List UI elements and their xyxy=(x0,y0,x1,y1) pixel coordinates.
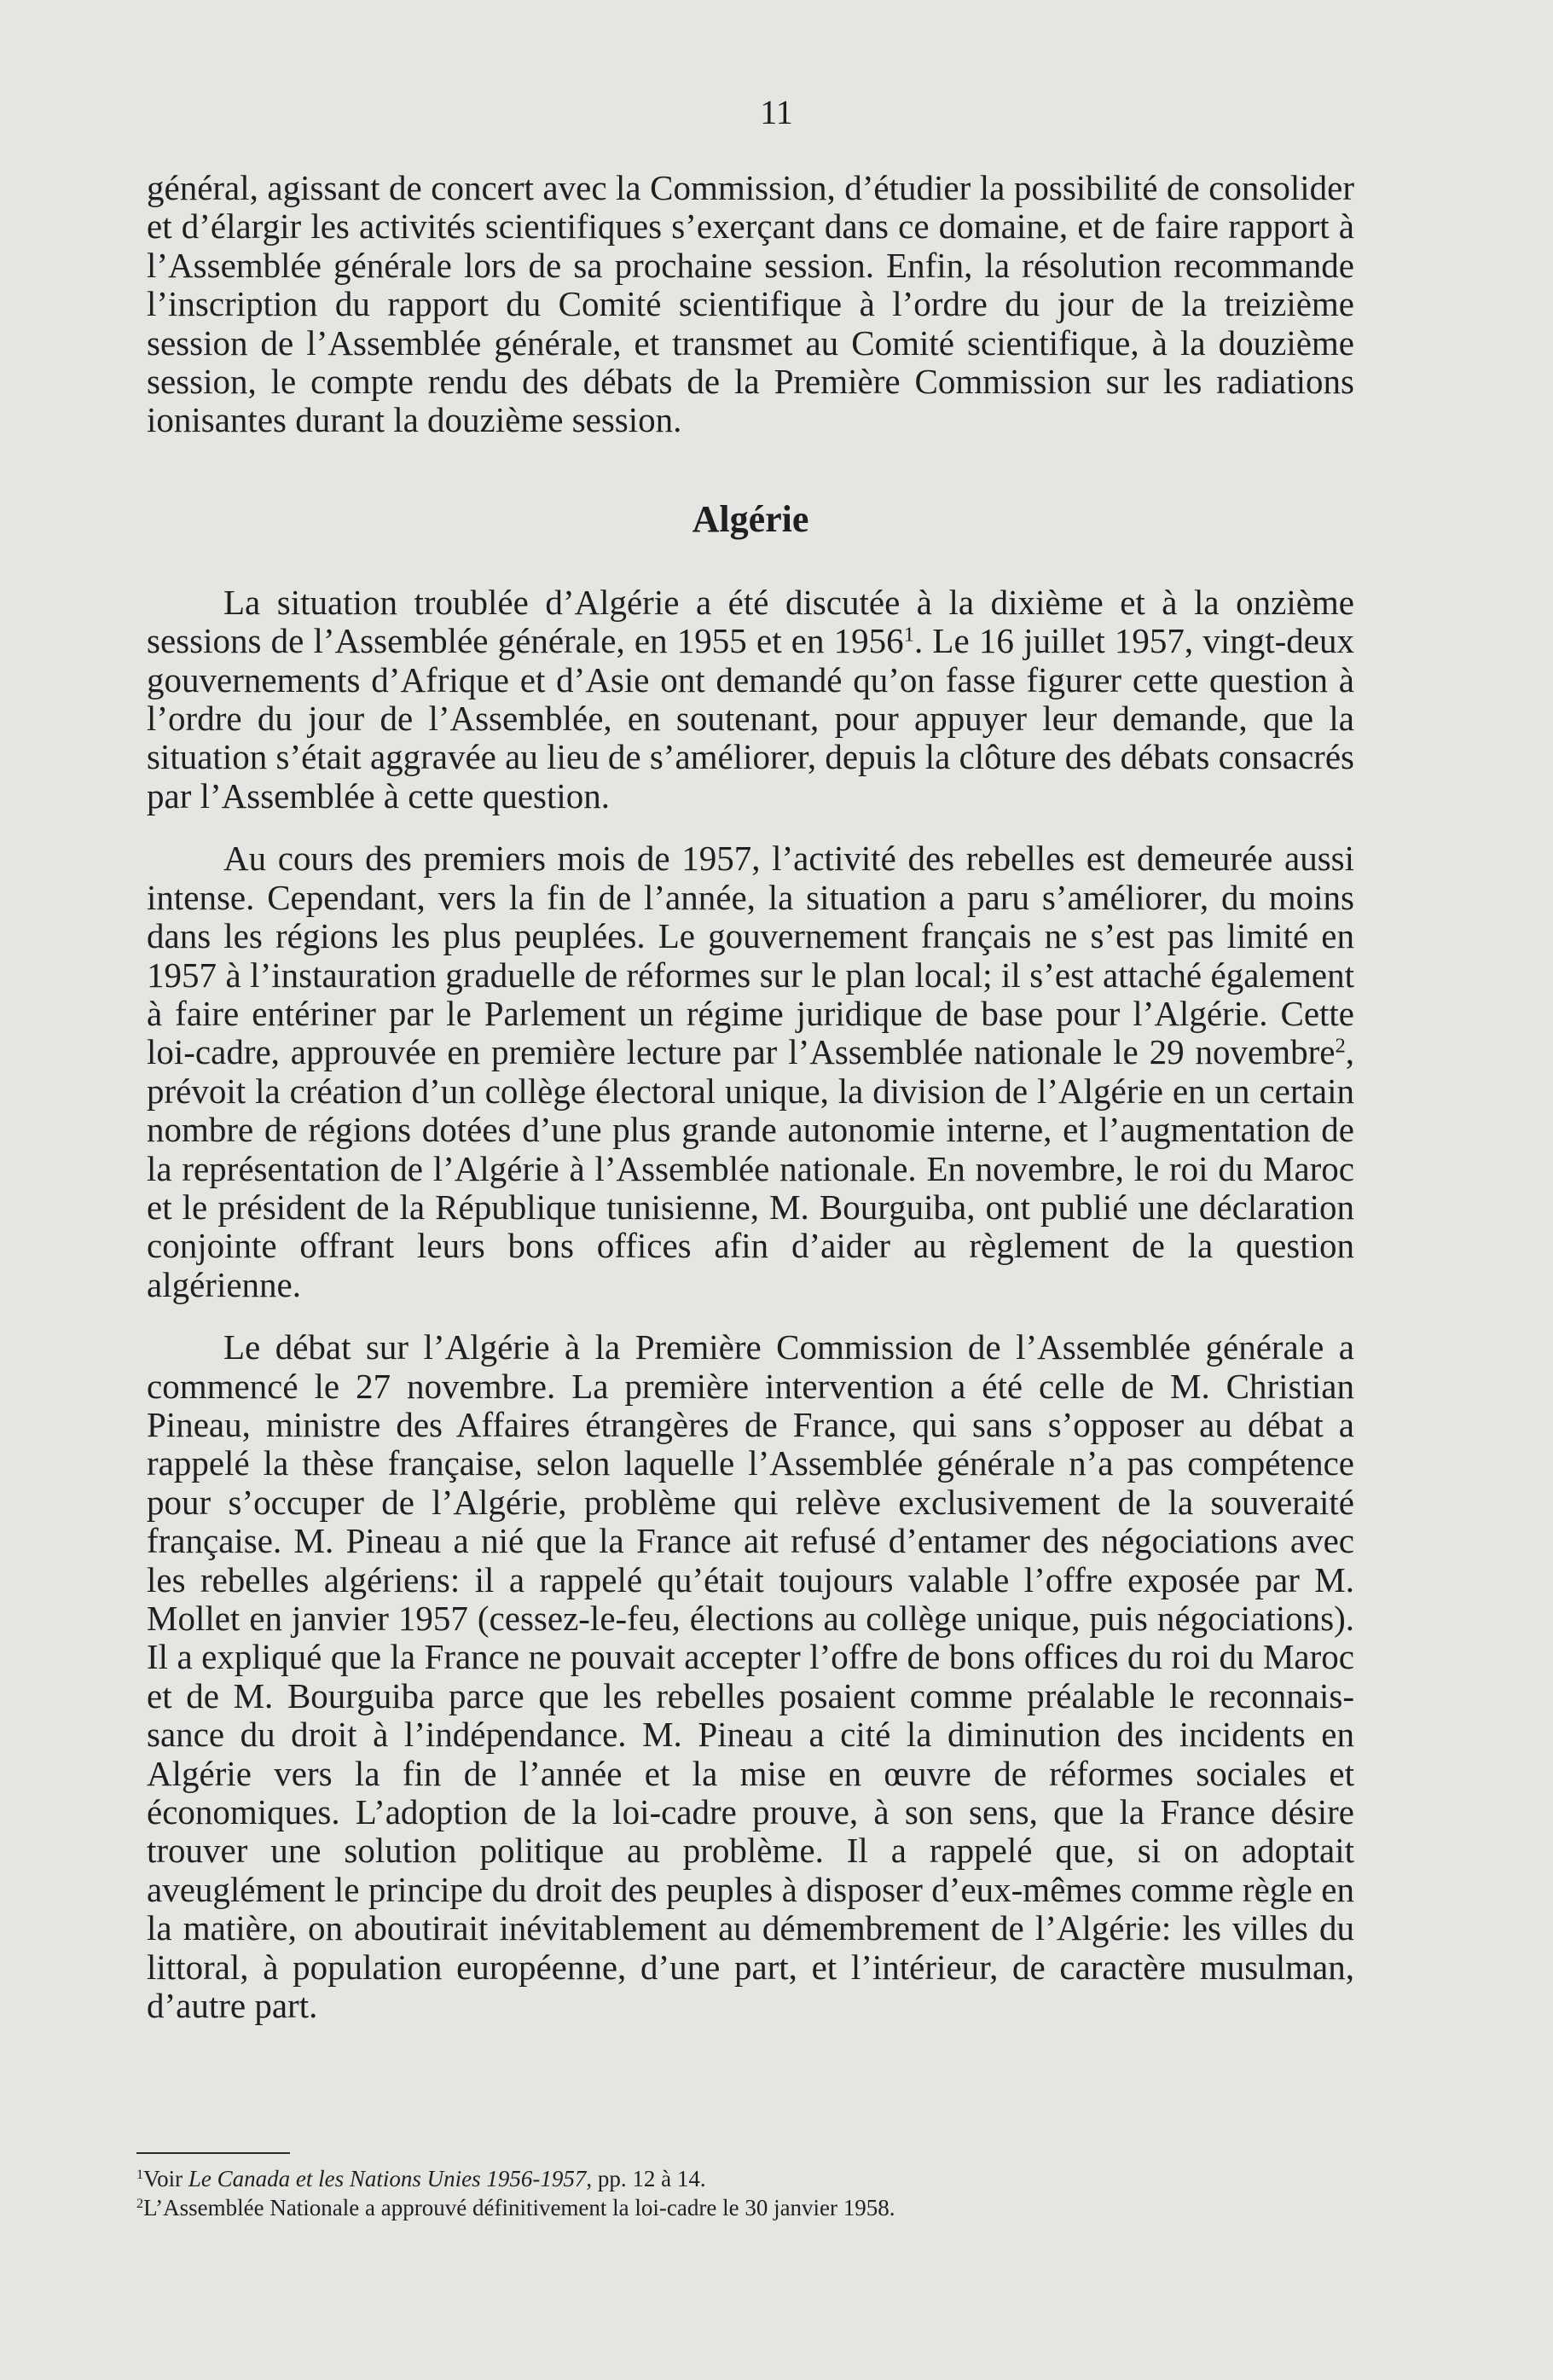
section-heading: Algérie xyxy=(692,497,809,540)
paragraph-1-text-a: La situation troublée d’Algérie a été discutée à la dixième et à la onzième sessions de l’Assemblée générale, en 1955 et en 1956 xyxy=(147,582,1354,661)
footnote-1-title: Le Canada et les Nations Unies 1956-1957 xyxy=(188,2166,587,2191)
paragraph-1 xyxy=(147,583,1354,816)
footnote-2 xyxy=(136,2193,1245,2222)
page-number: 11 xyxy=(760,93,793,131)
footnote-1-prefix: Voir xyxy=(143,2166,188,2191)
paragraph-2 xyxy=(147,839,1354,1304)
continued-paragraph: général, agissant de concert avec la Commission, d’étudier la possibilité de consolider et d’élargir les activités scientifiques s’exerçant dans ce domaine, et de faire rapport à l’Assemblée générale lors de sa prochaine session. Enfin, la résolution recommande l’inscription du rapport du Comité scientifique à l’ordre du jour de la treizième session de l’Assemblée générale, et transmet au Comité scientifique, à la douzième session, le compte rendu des débats de la Première Commission sur les radiations ionisantes durant la douzième session. xyxy=(147,168,1354,440)
footnote-divider xyxy=(136,2152,290,2154)
footnotes xyxy=(136,2164,1245,2222)
footnote-1 xyxy=(136,2164,1245,2193)
footnote-1-suffix: , pp. 12 à 14. xyxy=(586,2166,706,2191)
paragraph-2-text-a: Au cours des premiers mois de 1957, l’activité des rebelles est demeurée aussi intense. Cependant, vers la fin de l’année, la situation a paru s’améliorer, du moins dans les régions les plus peuplées. Le gouvernement français ne s’est pas limité en 1957 à l’instauration graduelle de réformes sur le plan local; il s’est attaché également à faire entériner par le Parlement un régime juridique de base pour l’Algérie. Cette loi-cadre, approuvée en première lecture par l’Assemblée nationale le 29 novembre xyxy=(147,839,1354,1072)
footnote-1-marker: 1 xyxy=(136,2167,144,2183)
paragraph-2-text-b: , prévoit la création d’un collège électoral unique, la division de l’Algérie en un certain nombre de régions dotées d’une plus grande autonomie interne, et l’augmentation de la représentation de l’Algérie à l’Assemblée nationale. En novembre, le roi du Maroc et le président de la République tunisienne, M. Bourguiba, ont publié une déclaration conjointe offrant leurs bons offices afin d’aider au règlement de la question algérienne. xyxy=(147,1032,1354,1304)
paragraph-3: Le débat sur l’Algérie à la Première Commission de l’Assemblée générale a commencé le 27 novembre. La première intervention a été celle de M. Christian Pineau, ministre des Affaires étrangères de France, qui sans s’opposer au débat a rappelé la thèse française, selon laquelle l’Assemblée générale n’a pas compétence pour s’occuper de l’Algérie, problème qui relève exclusivement de la souveraité française. M. Pineau a nié que la France ait refusé d’entamer des négociations avec les rebelles algériens: il a rappelé qu’était toujours valable l’offre exposée par M. Mollet en janvier 1957 (cessez-le-feu, élections au collège unique, puis négociations). Il a expliqué que la France ne pouvait accepter l’offre de bons offices du roi du Maroc et de M. Bourguiba parce que les rebelles posaient comme préalable le reconnaissance du droit à l’indépendance. M. Pineau a cité la diminution des incidents en Algérie vers la fin de l’année et la mise en œuvre de réformes sociales et économiques. L’adoption de la loi-cadre prouve, à son sens, que la France désire trouver une solution politique au problème. Il a rappelé que, si on adoptait aveuglément le principe du droit des peuples à disposer d’eux-mêmes comme règle en la matière, on aboutirait inévitablement au démembrement de l’Algérie: les villes du littoral, à population européenne, d’une part, et l’intérieur, de caractère musulman, d’autre part. xyxy=(147,1327,1354,2026)
footnote-2-marker: 2 xyxy=(136,2196,144,2212)
paragraph-1-text-b: . Le 16 juillet 1957, vingt-deux gouvernements d’Afrique et d’Asie ont demandé qu’on fasse figurer cette question à l’ordre du jour de l’Assemblée, en soutenant, pour appuyer leur demande, que la situation s’était aggravée au lieu de s’améliorer, depuis la clôture des débats consacrés par l’Assemblée à cette question. xyxy=(147,621,1354,816)
footnote-ref-1: 1 xyxy=(903,623,914,647)
footnote-ref-2: 2 xyxy=(1335,1034,1346,1058)
body-text xyxy=(147,169,1354,2025)
footnote-2-text: L’Assemblée Nationale a approuvé définitivement la loi-cadre le 30 janvier 1958. xyxy=(143,2195,895,2220)
